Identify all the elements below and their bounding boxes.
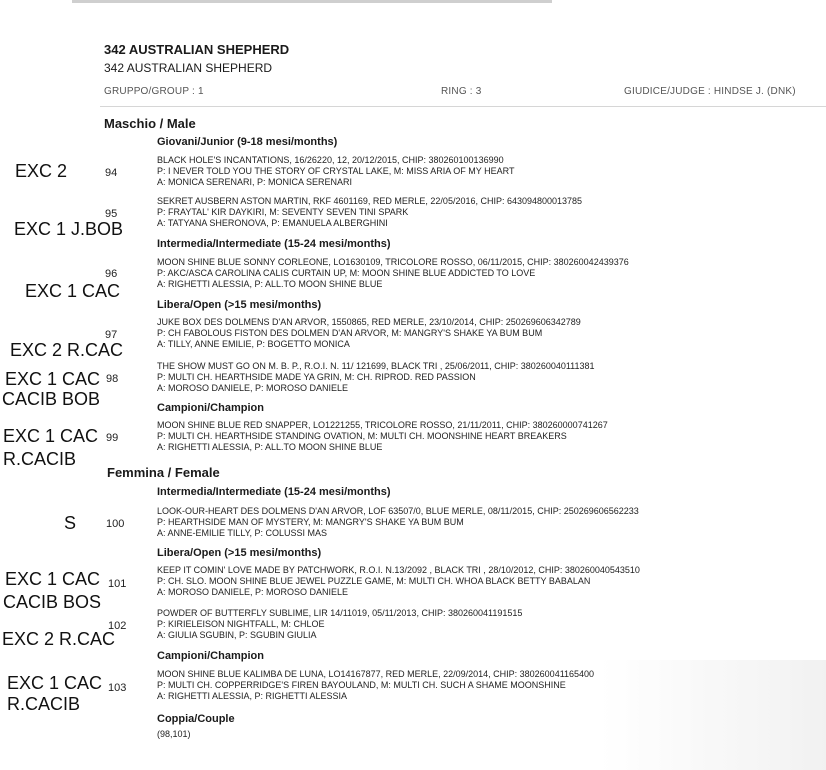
handwritten-result: EXC 1 CAC [5,369,101,389]
entry-line: P: CH. SLO. MOON SHINE BLUE JEWEL PUZZLE GAME, M: MULTI CH. WHOA BLACK BETTY BABALAN [157,576,591,586]
section-male: Maschio / Male [104,116,196,131]
entry-95 [157,196,582,229]
entry-94 [157,155,514,188]
entry-102 [157,608,522,641]
entry-line: MOON SHINE BLUE SONNY CORLEONE, LO1630109, TRICOLORE ROSSO, 06/11/2015, CHIP: 380260042439376 [157,257,629,267]
catalog-number: 97 [105,329,118,341]
scan-shadow [600,660,826,770]
class-open-female: Libera/Open (>15 mesi/months) [157,547,322,559]
entry-line: A: MOROSO DANIELE, P: MOROSO DANIELE [157,587,349,597]
entry-line: MOON SHINE BLUE KALIMBA DE LUNA, LO14167877, RED MERLE, 22/09/2014, CHIP: 380260041165400 [157,669,595,679]
handwritten-result: EXC 1 CAC [7,673,103,693]
entry-line: P: HEARTHSIDE MAN OF MYSTERY, M: MANGRY'S SHAKE YA BUM BUM [157,517,464,527]
catalog-number: 101 [108,578,127,590]
class-intermediate-male: Intermedia/Intermediate (15-24 mesi/months) [157,238,391,250]
class-intermediate-female: Intermedia/Intermediate (15-24 mesi/months) [157,486,391,498]
entry-line: JUKE BOX DES DOLMENS D'AN ARVOR, 1550865, RED MERLE, 23/10/2014, CHIP: 250269606342789 [157,317,581,327]
entry-99 [157,420,608,453]
entry-100 [157,506,639,539]
entry-line: P: I NEVER TOLD YOU THE STORY OF CRYSTAL LAKE, M: MISS ARIA OF MY HEART [157,166,515,176]
catalog-number: 94 [105,167,118,179]
entry-line: BLACK HOLE'S INCANTATIONS, 16/26220, 12, 20/12/2015, CHIP: 380260100136990 [157,155,504,165]
handwritten-result-line2: CACIB BOB [2,389,101,409]
handwritten-result: EXC 1 CAC [3,426,99,446]
catalog-number: 98 [106,373,119,385]
handwritten-result: EXC 1 CAC [5,569,101,589]
entry-101 [157,565,640,598]
entry-line: POWDER OF BUTTERFLY SUBLIME, LIR 14/11019, 05/11/2013, CHIP: 380260041191515 [157,608,523,618]
entry-line: KEEP IT COMIN' LOVE MADE BY PATCHWORK, R.O.I. N.13/2092 , BLACK TRI , 28/10/2012, CHIP: 380260040543510 [157,565,640,575]
entry-line: P: KIRIELEISON NIGHTFALL, M: CHLOE [157,619,325,629]
entry-line: P: FRAYTAL' KIR DAYKIRI, M: SEVENTY SEVEN TINI SPARK [157,207,409,217]
class-champion-male: Campioni/Champion [157,402,264,414]
entry-line: P: MULTI CH. COPPERRIDGE'S FIREN BAYOULAND, M: MULTI CH. SUCH A SHAME MOONSHINE [157,680,566,690]
catalog-number: 103 [108,682,127,694]
header-divider [100,106,826,107]
entry-line: LOOK-OUR-HEART DES DOLMENS D'AN ARVOR, LOF 63507/0, BLUE MERLE, 08/11/2015, CHIP: 250269606562233 [157,506,639,516]
scan-top-edge [72,0,552,3]
entry-line: P: MULTI CH. HEARTHSIDE STANDING OVATION, M: MULTI CH. MOONSHINE HEART BREAKERS [157,431,567,441]
entry-line: A: TATYANA SHERONOVA, P: EMANUELA ALBERGHINI [157,218,388,228]
entry-line: A: RIGHETTI ALESSIA, P: RIGHETTI ALESSIA [157,691,348,701]
entry-97 [157,317,581,350]
catalog-number: 99 [106,432,119,444]
handwritten-result: EXC 2 R.CAC [2,629,116,649]
breed-subtitle: 342 AUSTRALIAN SHEPHERD [104,61,273,75]
class-open-male: Libera/Open (>15 mesi/months) [157,299,322,311]
class-champion-female: Campioni/Champion [157,650,264,662]
class-couple: Coppia/Couple [157,713,235,725]
group-label: GRUPPO/GROUP : 1 [104,86,204,97]
entry-line: A: RIGHETTI ALESSIA, P: ALL.TO MOON SHINE BLUE [157,279,383,289]
section-female: Femmina / Female [107,465,220,480]
ring-label: RING : 3 [441,86,482,97]
entry-line: A: TILLY, ANNE EMILIE, P: BOGETTO MONICA [157,339,350,349]
handwritten-result: EXC 1 CAC [25,281,121,301]
breed-title: 342 AUSTRALIAN SHEPHERD [104,42,290,57]
catalog-number: 95 [105,208,118,220]
entry-line: P: CH FABOLOUS FISTON DES DOLMEN D'AN ARVOR, M: MANGRY'S SHAKE YA BUM BUM [157,328,543,338]
entry-line: A: ANNE-EMILIE TILLY, P: COLUSSI MAS [157,528,328,538]
handwritten-result: EXC 2 R.CAC [10,340,124,360]
handwritten-result: EXC 2 [15,161,68,181]
couple-entries: (98,101) [157,729,191,739]
entry-line: P: AKC/ASCA CAROLINA CALIS CURTAIN UP, M: MOON SHINE BLUE ADDICTED TO LOVE [157,268,536,278]
entry-line: A: MOROSO DANIELE, P: MOROSO DANIELE [157,383,349,393]
entry-line: THE SHOW MUST GO ON M. B. P., R.O.I. N. 11/ 121699, BLACK TRI , 25/06/2011, CHIP: 380260040111381 [157,361,595,371]
entry-line: MOON SHINE BLUE RED SNAPPER, LO1221255, TRICOLORE ROSSO, 21/11/2011, CHIP: 380260000741267 [157,420,608,430]
handwritten-result-line2: R.CACIB [7,694,81,714]
entry-96 [157,257,629,290]
handwritten-result: S [64,513,77,533]
judge-label: GIUDICE/JUDGE : HINDSE J. (DNK) [624,86,796,97]
entry-98 [157,361,595,394]
entry-line: A: RIGHETTI ALESSIA, P: ALL.TO MOON SHINE BLUE [157,442,383,452]
catalog-number: 100 [106,518,125,530]
class-junior-male: Giovani/Junior (9-18 mesi/months) [157,136,338,148]
handwritten-result: EXC 1 J.BOB [14,219,124,239]
entry-line: SEKRET AUSBERN ASTON MARTIN, RKF 4601169, RED MERLE, 22/05/2016, CHIP: 643094800013785 [157,196,583,206]
handwritten-result-line2: CACIB BOS [3,592,102,612]
entry-line: A: MONICA SERENARI, P: MONICA SERENARI [157,177,353,187]
catalog-number: 96 [105,268,118,280]
handwritten-result-line2: R.CACIB [3,449,77,469]
catalog-number: 102 [108,620,127,632]
entry-line: A: GIULIA SGUBIN, P: SGUBIN GIULIA [157,630,317,640]
entry-103 [157,669,594,702]
entry-line: P: MULTI CH. HEARTHSIDE MADE YA GRIN, M: CH. RIPROD. RED PASSION [157,372,476,382]
